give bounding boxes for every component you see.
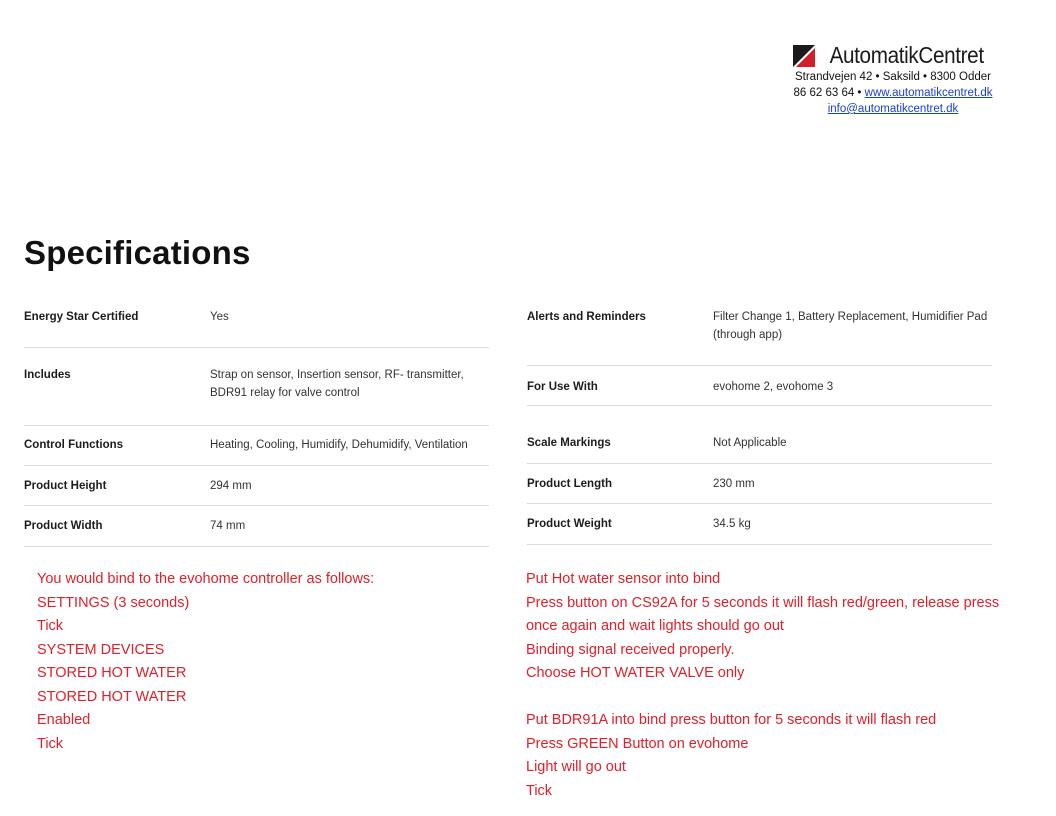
spec-key: Product Height [24, 480, 107, 492]
spec-value: 34.5 kg [713, 518, 751, 530]
spec-table-right [527, 308, 992, 545]
website-link[interactable]: www.automatikcentret.dk [864, 87, 993, 99]
spec-value: Not Applicable [713, 437, 787, 449]
spec-key: Alerts and Reminders [527, 311, 646, 323]
brand-logo-icon [793, 45, 815, 67]
note-line: Put BDR91A into bind press button for 5 seconds it will flash red [526, 712, 937, 728]
spec-key: Includes [24, 369, 71, 381]
spec-value: 294 mm [210, 480, 252, 492]
company-contact [770, 85, 1016, 101]
spec-row [527, 308, 992, 366]
spec-key: Product Width [24, 520, 103, 532]
note-line: Tick [37, 735, 64, 752]
note-line: SETTINGS (3 seconds) [37, 594, 190, 611]
note-line: Choose HOT WATER VALVE only [526, 665, 745, 681]
note-line: once again and wait lights should go out [526, 618, 784, 634]
company-email-line [770, 101, 1016, 117]
note-line: Press GREEN Button on evohome [526, 735, 749, 752]
spec-key: Control Functions [24, 439, 124, 451]
spec-value: 74 mm [210, 520, 246, 532]
spec-row [527, 464, 992, 504]
spec-value: Heating, Cooling, Humidify, Dehumidify, Ventilation [210, 439, 468, 451]
spec-value: Yes [210, 311, 229, 323]
binding-instructions-left [37, 568, 374, 756]
spec-key: Energy Star Certified [24, 311, 139, 323]
spec-row [24, 308, 489, 348]
spacer [526, 686, 999, 710]
spec-value: evohome 2, evohome 3 [713, 381, 834, 393]
spec-key: Product Length [527, 478, 612, 490]
spec-value: 230 mm [713, 478, 755, 490]
spec-key: For Use With [527, 381, 598, 393]
note-line: Tick [526, 782, 553, 799]
note-line: Press button on CS92A for 5 seconds it will flash red/green, release press [526, 594, 1000, 611]
brand-name: AutomatikCentret [829, 42, 985, 68]
page-title: Specifications [24, 234, 251, 271]
spec-key: Scale Markings [527, 437, 611, 449]
email-link[interactable]: info@automatikcentret.dk [827, 103, 959, 115]
company-address: Strandvejen 42 • Saksild • 8300 Odder [794, 71, 991, 83]
note-line: Tick [37, 618, 64, 634]
note-line: Enabled [37, 712, 91, 728]
spec-row [24, 466, 489, 506]
note-line: Binding signal received properly. [526, 641, 735, 658]
spec-row [527, 504, 992, 545]
binding-instructions-right [526, 568, 999, 803]
spec-row [24, 506, 489, 547]
spec-row [527, 406, 992, 464]
spec-value: Filter Change 1, Battery Replacement, Humidifier Pad (through app) [713, 311, 988, 341]
spec-table-left [24, 308, 489, 547]
brand [770, 42, 1016, 69]
spec-row [527, 366, 992, 406]
note-line: STORED HOT WATER [37, 688, 187, 705]
company-phone: 86 62 63 64 • [793, 87, 865, 99]
spec-value: Strap on sensor, Insertion sensor, RF- transmitter, BDR91 relay for valve control [210, 369, 464, 399]
note-line: STORED HOT WATER [37, 665, 187, 681]
spec-key: Product Weight [527, 518, 612, 530]
note-line: Light will go out [526, 759, 626, 775]
note-line: You would bind to the evohome controller as follows: [37, 571, 375, 587]
note-line: SYSTEM DEVICES [37, 641, 165, 658]
note-line: Put Hot water sensor into bind [526, 571, 721, 587]
spec-row [24, 348, 489, 426]
spec-row [24, 426, 489, 466]
company-header [770, 42, 1016, 117]
